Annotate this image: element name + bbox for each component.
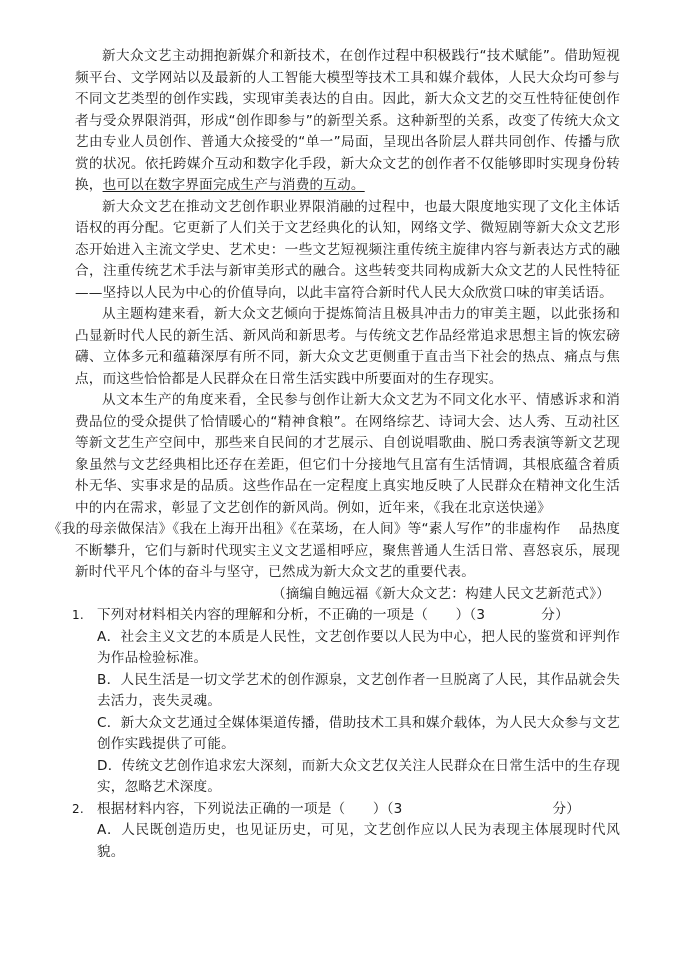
- question-1-option-d: D．传统文艺创作追求宏大深刻，而新大众文艺仅关注人民群众在日常生活中的生存现实，忽略艺术深度。: [97, 757, 620, 795]
- passage-paragraph-4-part-b: 《我的母亲做保洁》《我在上海开出租》《在菜场，在人间》等“素人写作”的非虚构作: [48, 521, 561, 537]
- question-2: [72, 799, 620, 864]
- question-1-number: 1.: [72, 608, 84, 622]
- underlined-sentence: 也可以在数字界面完成生产与消费的互动。: [102, 177, 365, 193]
- passage-paragraph-4-part-a: 从文本生产的角度来看，全民参与创作让新大众文艺为不同文化水平、情感诉求和消费品位的受众提供了恰情暖心的“精神食粮”。在网络综艺、诗词大会、达人秀、互动社区等新文艺生产空间中，那些来自民间的才艺展示、自创说唱歌曲、脱口秀表演等新文艺现象虽然与文艺经典相比还存在差距，但它们十分接地气且富有生活情调，其根底蕴含着质朴无华、实事求是的品质。这些作品在一定程度上真实地反映了人民群众在精神文化生活中的内在需求，彰显了文艺创作的新风尚。例如，近年来，《我在北京送快递》: [75, 392, 620, 516]
- passage-paragraph-1-text: 新大众文艺主动拥抱新媒介和新技术，在创作过程中积极践行“技术赋能”。借助短视频平台、文学网站以及最新的人工智能大模型等技术工具和媒介载体，人民大众均可参与不同文艺类型的创作实践，实现审美表达的自由。因此，新大众文艺的交互性特征使创作者与受众界限消弭，形成“创作即参与”的新型关系。这种新型的关系，改变了传统大众文艺由专业人员创作、普通大众接受的“单一”局面，呈现出各阶层人群共同创作、传播与欣赏的状况。依托跨媒介互动和数字化手段，新大众文艺的创作者不仅能够即时实现身份转换，: [75, 48, 620, 193]
- question-2-score: 分）: [552, 800, 581, 817]
- passage-paragraph-4-part-b-tail: 品热: [578, 521, 607, 537]
- question-1-option-c: C．新大众文艺通过全媒体渠道传播，借助技术工具和媒介载体，为人民大众参与文艺创作实践提供了可能。: [97, 714, 620, 752]
- passage-paragraph-1: [75, 46, 620, 197]
- passage-paragraph-4-part-c: 度不断攀升，它们与新时代现实主义文艺遥相呼应，聚焦普通人生活日常、喜怒哀乐，展现新时代平凡个体的奋斗与坚守，已然成为新大众文艺的重要代表。: [75, 521, 620, 580]
- question-2-option-a: A．人民既创造历史，也见证历史，可见，文艺创作应以人民为表现主体展现时代风貌。: [97, 822, 620, 860]
- question-1-option-a: A．社会主义文艺的本质是人民性，文艺创作要以人民为中心，把人民的鉴赏和评判作为作品检验标准。: [97, 628, 620, 666]
- source-citation: （摘编自鲍远福《新大众文艺：构建人民文艺新范式》）: [271, 585, 610, 602]
- question-1-stem: [72, 605, 620, 627]
- question-2-stem-text: 根据材料内容，下列说法正确的一项是（ ）（3: [97, 800, 403, 817]
- passage-paragraph-4: [48, 390, 620, 584]
- document-content: [48, 46, 620, 863]
- question-1-stem-text: 下列对材料相关内容的理解和分析，不正确的一项是（ ）（3: [97, 607, 486, 623]
- question-2-number: 2.: [72, 801, 84, 816]
- question-1-score: 分）: [541, 607, 569, 623]
- passage-paragraph-3: 从主题构建来看，新大众文艺倾向于提炼简洁且极具冲击力的审美主题，以此张扬和凸显新时代人民的新生活、新风尚和新思考。与传统文艺作品经常追求思想主旨的恢宏磅礴、立体多元和蕴藉深厚有所不同，新大众文艺更侧重于直击当下社会的热点、痛点与焦点，而这些恰恰都是人民群众在日常生活实践中所要面对的生存现实。: [75, 306, 620, 387]
- question-1-option-b: B．人民生活是一切文学艺术的创作源泉，文艺创作者一旦脱离了人民，其作品就会失去活力，丧失灵魂。: [97, 671, 620, 709]
- question-1: [72, 605, 620, 799]
- passage-paragraph-2: 新大众文艺在推动文艺创作职业界限消融的过程中，也最大限度地实现了文化主体话语权的再分配。它更新了人们关于文艺经典化的认知，网络文学、微短剧等新大众文艺形态开始进入主流文学史、艺术史：一些文艺短视频注重传统主旋律内容与新表达方式的融合，注重传统艺术手法与新审美形式的融合。这些转变共同构成新大众文艺的人民性特征——坚持以人民为中心的价值导向，以此丰富符合新时代人民大众欣赏口味的审美话语。: [75, 198, 620, 301]
- question-2-stem: [72, 799, 620, 821]
